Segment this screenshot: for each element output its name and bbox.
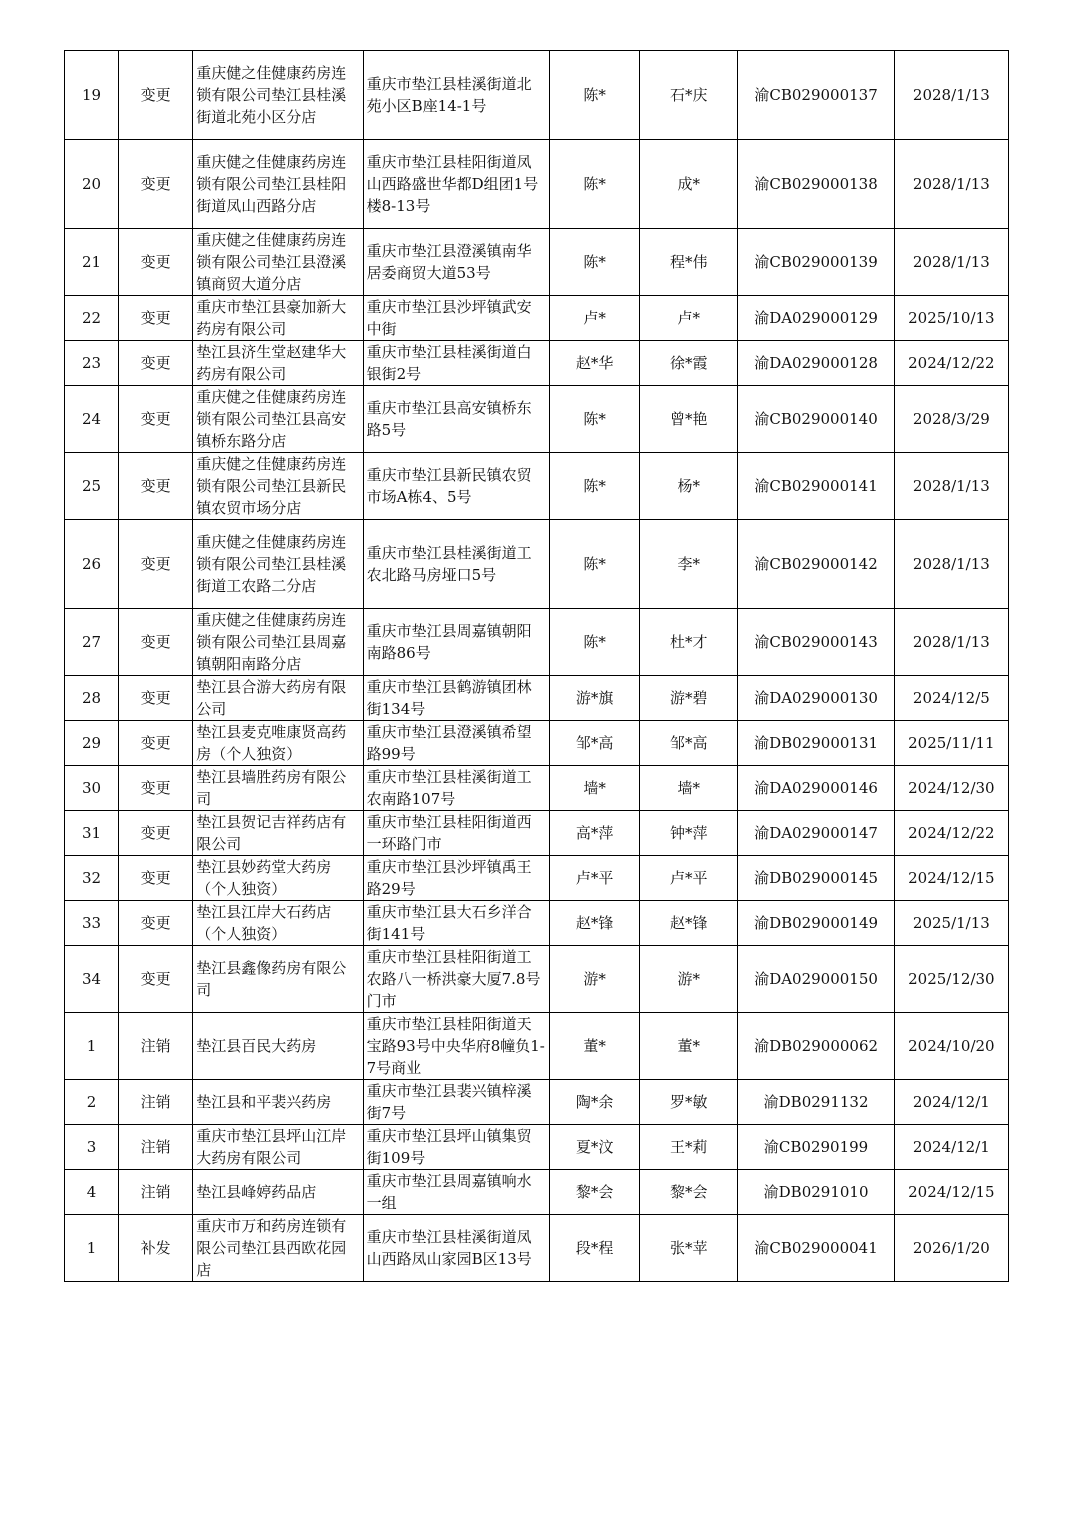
address-cell: 重庆市垫江县裴兴镇梓溪街7号: [363, 1080, 549, 1125]
license-number-cell: 渝CB0290199: [738, 1125, 894, 1170]
manager-cell: 邹*高: [640, 721, 738, 766]
row-number-cell: 3: [65, 1125, 119, 1170]
expiry-date-cell: 2024/12/30: [894, 766, 1008, 811]
company-name-cell: 垫江县妙药堂大药房（个人独资）: [193, 856, 363, 901]
company-name-cell: 垫江县贺记吉祥药店有限公司: [193, 811, 363, 856]
address-cell: 重庆市垫江县坪山镇集贸街109号: [363, 1125, 549, 1170]
company-name-cell: 垫江县百民大药房: [193, 1013, 363, 1080]
expiry-date-cell: 2028/3/29: [894, 386, 1008, 453]
address-cell: 重庆市垫江县沙坪镇禹王路29号: [363, 856, 549, 901]
license-number-cell: 渝CB029000143: [738, 609, 894, 676]
license-number-cell: 渝CB029000138: [738, 140, 894, 229]
address-cell: 重庆市垫江县周嘉镇朝阳南路86号: [363, 609, 549, 676]
row-number-cell: 26: [65, 520, 119, 609]
expiry-date-cell: 2025/11/11: [894, 721, 1008, 766]
legal-person-cell: 墙*: [550, 766, 640, 811]
expiry-date-cell: 2025/1/13: [894, 901, 1008, 946]
company-name-cell: 重庆健之佳健康药房连锁有限公司垫江县周嘉镇朝阳南路分店: [193, 609, 363, 676]
expiry-date-cell: 2024/12/5: [894, 676, 1008, 721]
expiry-date-cell: 2024/10/20: [894, 1013, 1008, 1080]
company-name-cell: 重庆健之佳健康药房连锁有限公司垫江县桂阳街道凤山西路分店: [193, 140, 363, 229]
license-number-cell: 渝DA029000150: [738, 946, 894, 1013]
row-number-cell: 31: [65, 811, 119, 856]
address-cell: 重庆市垫江县高安镇桥东路5号: [363, 386, 549, 453]
table-row: [65, 676, 1009, 721]
table-row: [65, 811, 1009, 856]
change-type-cell: 变更: [119, 140, 193, 229]
address-cell: 重庆市垫江县桂阳街道西一环路门市: [363, 811, 549, 856]
manager-cell: 王*莉: [640, 1125, 738, 1170]
legal-person-cell: 夏*汶: [550, 1125, 640, 1170]
row-number-cell: 25: [65, 453, 119, 520]
legal-person-cell: 陈*: [550, 140, 640, 229]
table-row: [65, 1215, 1009, 1282]
address-cell: 重庆市垫江县桂阳街道凤山西路盛世华都D组团1号楼8-13号: [363, 140, 549, 229]
expiry-date-cell: 2025/10/13: [894, 296, 1008, 341]
license-number-cell: 渝DA029000147: [738, 811, 894, 856]
change-type-cell: 变更: [119, 946, 193, 1013]
company-name-cell: 垫江县麦克唯康贤高药房（个人独资）: [193, 721, 363, 766]
row-number-cell: 19: [65, 51, 119, 140]
expiry-date-cell: 2028/1/13: [894, 140, 1008, 229]
manager-cell: 张*苹: [640, 1215, 738, 1282]
table-row: [65, 721, 1009, 766]
expiry-date-cell: 2028/1/13: [894, 453, 1008, 520]
manager-cell: 程*伟: [640, 229, 738, 296]
manager-cell: 石*庆: [640, 51, 738, 140]
company-name-cell: 重庆市垫江县豪加新大药房有限公司: [193, 296, 363, 341]
change-type-cell: 变更: [119, 901, 193, 946]
change-type-cell: 变更: [119, 856, 193, 901]
legal-person-cell: 赵*华: [550, 341, 640, 386]
change-type-cell: 注销: [119, 1125, 193, 1170]
row-number-cell: 20: [65, 140, 119, 229]
expiry-date-cell: 2028/1/13: [894, 609, 1008, 676]
table-row: [65, 766, 1009, 811]
company-name-cell: 垫江县和平裴兴药房: [193, 1080, 363, 1125]
table-row: [65, 341, 1009, 386]
company-name-cell: 重庆市垫江县坪山江岸大药房有限公司: [193, 1125, 363, 1170]
company-name-cell: 垫江县江岸大石药店（个人独资）: [193, 901, 363, 946]
license-number-cell: 渝DB0291132: [738, 1080, 894, 1125]
row-number-cell: 29: [65, 721, 119, 766]
legal-person-cell: 陈*: [550, 386, 640, 453]
license-number-cell: 渝DA029000146: [738, 766, 894, 811]
address-cell: 重庆市垫江县桂阳街道工农路八一桥洪豪大厦7.8号门市: [363, 946, 549, 1013]
manager-cell: 黎*会: [640, 1170, 738, 1215]
change-type-cell: 变更: [119, 766, 193, 811]
legal-person-cell: 邹*高: [550, 721, 640, 766]
change-type-cell: 变更: [119, 811, 193, 856]
company-name-cell: 重庆健之佳健康药房连锁有限公司垫江县桂溪街道北苑小区分店: [193, 51, 363, 140]
change-type-cell: 变更: [119, 520, 193, 609]
row-number-cell: 30: [65, 766, 119, 811]
manager-cell: 成*: [640, 140, 738, 229]
legal-person-cell: 游*旗: [550, 676, 640, 721]
table-row: [65, 229, 1009, 296]
expiry-date-cell: 2025/12/30: [894, 946, 1008, 1013]
license-number-cell: 渝CB029000142: [738, 520, 894, 609]
table-row: [65, 1013, 1009, 1080]
address-cell: 重庆市垫江县澄溪镇南华居委商贸大道53号: [363, 229, 549, 296]
manager-cell: 赵*锋: [640, 901, 738, 946]
company-name-cell: 重庆健之佳健康药房连锁有限公司垫江县澄溪镇商贸大道分店: [193, 229, 363, 296]
table-row: [65, 1125, 1009, 1170]
license-number-cell: 渝CB029000137: [738, 51, 894, 140]
address-cell: 重庆市垫江县桂溪街道白银街2号: [363, 341, 549, 386]
address-cell: 重庆市垫江县桂溪街道凤山西路凤山家园B区13号: [363, 1215, 549, 1282]
row-number-cell: 33: [65, 901, 119, 946]
legal-person-cell: 陈*: [550, 609, 640, 676]
change-type-cell: 注销: [119, 1013, 193, 1080]
license-number-cell: 渝DB029000145: [738, 856, 894, 901]
manager-cell: 墙*: [640, 766, 738, 811]
row-number-cell: 2: [65, 1080, 119, 1125]
legal-person-cell: 陈*: [550, 51, 640, 140]
company-name-cell: 垫江县鑫像药房有限公司: [193, 946, 363, 1013]
row-number-cell: 1: [65, 1013, 119, 1080]
expiry-date-cell: 2024/12/15: [894, 856, 1008, 901]
company-name-cell: 垫江县济生堂赵建华大药房有限公司: [193, 341, 363, 386]
change-type-cell: 注销: [119, 1170, 193, 1215]
license-number-cell: 渝DB029000062: [738, 1013, 894, 1080]
license-number-cell: 渝DA029000130: [738, 676, 894, 721]
manager-cell: 游*: [640, 946, 738, 1013]
row-number-cell: 34: [65, 946, 119, 1013]
expiry-date-cell: 2024/12/1: [894, 1125, 1008, 1170]
license-number-cell: 渝DA029000128: [738, 341, 894, 386]
legal-person-cell: 卢*平: [550, 856, 640, 901]
license-number-cell: 渝CB029000141: [738, 453, 894, 520]
table-row: [65, 946, 1009, 1013]
change-type-cell: 变更: [119, 296, 193, 341]
table-row: [65, 901, 1009, 946]
table-body: [65, 51, 1009, 1282]
table-row: [65, 51, 1009, 140]
company-name-cell: 重庆健之佳健康药房连锁有限公司垫江县桂溪街道工农路二分店: [193, 520, 363, 609]
table-row: [65, 453, 1009, 520]
expiry-date-cell: 2024/12/22: [894, 811, 1008, 856]
address-cell: 重庆市垫江县周嘉镇响水一组: [363, 1170, 549, 1215]
manager-cell: 杜*才: [640, 609, 738, 676]
address-cell: 重庆市垫江县新民镇农贸市场A栋4、5号: [363, 453, 549, 520]
expiry-date-cell: 2024/12/22: [894, 341, 1008, 386]
row-number-cell: 24: [65, 386, 119, 453]
company-name-cell: 重庆健之佳健康药房连锁有限公司垫江县高安镇桥东路分店: [193, 386, 363, 453]
change-type-cell: 变更: [119, 341, 193, 386]
pharmacy-license-table: [64, 50, 1009, 1282]
address-cell: 重庆市垫江县澄溪镇希望路99号: [363, 721, 549, 766]
change-type-cell: 注销: [119, 1080, 193, 1125]
row-number-cell: 28: [65, 676, 119, 721]
expiry-date-cell: 2028/1/13: [894, 51, 1008, 140]
expiry-date-cell: 2028/1/13: [894, 229, 1008, 296]
address-cell: 重庆市垫江县鹤游镇团林街134号: [363, 676, 549, 721]
legal-person-cell: 陈*: [550, 453, 640, 520]
change-type-cell: 变更: [119, 609, 193, 676]
change-type-cell: 变更: [119, 386, 193, 453]
manager-cell: 李*: [640, 520, 738, 609]
license-number-cell: 渝DB029000131: [738, 721, 894, 766]
company-name-cell: 垫江县峰婷药品店: [193, 1170, 363, 1215]
change-type-cell: 变更: [119, 229, 193, 296]
address-cell: 重庆市垫江县桂溪街道北苑小区B座14-1号: [363, 51, 549, 140]
row-number-cell: 23: [65, 341, 119, 386]
manager-cell: 董*: [640, 1013, 738, 1080]
manager-cell: 钟*萍: [640, 811, 738, 856]
legal-person-cell: 段*程: [550, 1215, 640, 1282]
company-name-cell: 垫江县墙胜药房有限公司: [193, 766, 363, 811]
row-number-cell: 21: [65, 229, 119, 296]
manager-cell: 游*碧: [640, 676, 738, 721]
expiry-date-cell: 2024/12/15: [894, 1170, 1008, 1215]
legal-person-cell: 卢*: [550, 296, 640, 341]
legal-person-cell: 黎*会: [550, 1170, 640, 1215]
address-cell: 重庆市垫江县桂溪街道工农南路107号: [363, 766, 549, 811]
row-number-cell: 27: [65, 609, 119, 676]
table-row: [65, 1080, 1009, 1125]
row-number-cell: 1: [65, 1215, 119, 1282]
company-name-cell: 重庆健之佳健康药房连锁有限公司垫江县新民镇农贸市场分店: [193, 453, 363, 520]
legal-person-cell: 赵*锋: [550, 901, 640, 946]
table-row: [65, 520, 1009, 609]
table-row: [65, 140, 1009, 229]
address-cell: 重庆市垫江县桂阳街道天宝路93号中央华府8幢负1-7号商业: [363, 1013, 549, 1080]
change-type-cell: 变更: [119, 676, 193, 721]
table-row: [65, 856, 1009, 901]
change-type-cell: 变更: [119, 51, 193, 140]
address-cell: 重庆市垫江县大石乡洋合街141号: [363, 901, 549, 946]
change-type-cell: 补发: [119, 1215, 193, 1282]
license-number-cell: 渝DB0291010: [738, 1170, 894, 1215]
manager-cell: 曾*艳: [640, 386, 738, 453]
address-cell: 重庆市垫江县沙坪镇武安中街: [363, 296, 549, 341]
company-name-cell: 垫江县合游大药房有限公司: [193, 676, 363, 721]
expiry-date-cell: 2026/1/20: [894, 1215, 1008, 1282]
license-number-cell: 渝DB029000149: [738, 901, 894, 946]
table-row: [65, 1170, 1009, 1215]
legal-person-cell: 陈*: [550, 229, 640, 296]
change-type-cell: 变更: [119, 721, 193, 766]
expiry-date-cell: 2024/12/1: [894, 1080, 1008, 1125]
table-row: [65, 609, 1009, 676]
manager-cell: 杨*: [640, 453, 738, 520]
manager-cell: 卢*: [640, 296, 738, 341]
license-number-cell: 渝CB029000041: [738, 1215, 894, 1282]
legal-person-cell: 陶*余: [550, 1080, 640, 1125]
legal-person-cell: 游*: [550, 946, 640, 1013]
address-cell: 重庆市垫江县桂溪街道工农北路马房垭口5号: [363, 520, 549, 609]
manager-cell: 卢*平: [640, 856, 738, 901]
legal-person-cell: 陈*: [550, 520, 640, 609]
change-type-cell: 变更: [119, 453, 193, 520]
row-number-cell: 32: [65, 856, 119, 901]
expiry-date-cell: 2028/1/13: [894, 520, 1008, 609]
company-name-cell: 重庆市万和药房连锁有限公司垫江县西欧花园店: [193, 1215, 363, 1282]
manager-cell: 徐*霞: [640, 341, 738, 386]
license-number-cell: 渝CB029000139: [738, 229, 894, 296]
table-row: [65, 296, 1009, 341]
manager-cell: 罗*敏: [640, 1080, 738, 1125]
license-number-cell: 渝DA029000129: [738, 296, 894, 341]
row-number-cell: 4: [65, 1170, 119, 1215]
table-row: [65, 386, 1009, 453]
row-number-cell: 22: [65, 296, 119, 341]
license-number-cell: 渝CB029000140: [738, 386, 894, 453]
legal-person-cell: 董*: [550, 1013, 640, 1080]
legal-person-cell: 高*萍: [550, 811, 640, 856]
